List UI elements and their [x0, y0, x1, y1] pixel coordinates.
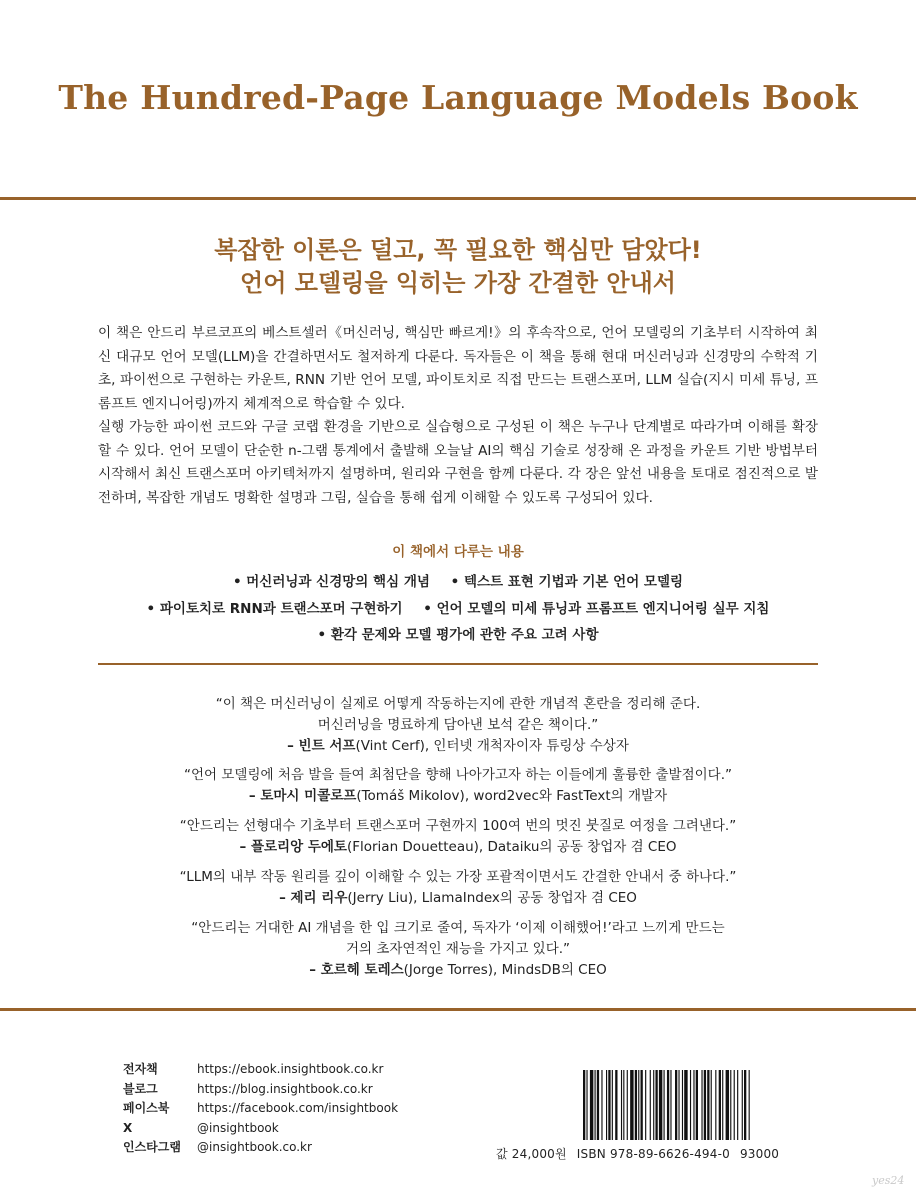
watermark-logo: yes24	[872, 1174, 905, 1187]
endorsement-5	[0, 918, 916, 981]
barcode-bar	[675, 1070, 677, 1140]
topic-item: • 파이토치로 RNN과 트랜스포머 구현하기	[146, 601, 403, 617]
barcode-bar	[711, 1070, 712, 1140]
barcode-bar	[722, 1070, 723, 1140]
barcode-bar	[670, 1070, 671, 1140]
endorser-detail: (Jerry Liu), LlamaIndex의 공동 창업자 겸 CEO	[347, 890, 637, 906]
link-label: 인스타그램	[123, 1140, 181, 1155]
link-label: 페이스북	[123, 1101, 170, 1116]
barcode-bar	[606, 1070, 607, 1140]
barcode-bar	[655, 1070, 657, 1140]
barcode-bar	[704, 1070, 706, 1140]
endorsement-1	[0, 694, 916, 757]
barcode-bar	[638, 1070, 639, 1140]
topic-item: • 환각 문제와 모델 평가에 관한 주요 고려 사항	[317, 627, 599, 643]
link-row-x	[123, 1119, 398, 1139]
publisher-links	[123, 1060, 398, 1158]
topics-heading: 이 책에서 다루는 내용	[392, 544, 524, 560]
link-value: https://facebook.com/insightbook	[197, 1101, 399, 1116]
quote-text: “이 책은 머신러닝이 실제로 어떻게 작동하는지에 관한 개념적 혼란을 정리해 준다.	[215, 696, 701, 712]
description-paragraph-1: 이 책은 안드리 부르코프의 베스트셀러《머신러닝, 핵심만 빠르게!》의 후속작으로, 언어 모델링의 기초부터 시작하여 최신 대규모 언어 모델(LLM)을 간결하면서도 철저하게 다룬다. 독자들은 이 책을 통해 현대 머신러닝과 신경망의 수학적 기초, 파이썬으로 구현하는 카운트, RNN 기반 언어 모델, 파이토치로 직접 만드는 트랜스포머, LLM 실습(지시 미세 튜닝, 프롬프트 엔지니어링)까지 체계적으로 학습할 수 있다.	[98, 325, 818, 412]
quote-text: 거의 초자연적인 재능을 가지고 있다.”	[345, 941, 571, 957]
link-label: 전자책	[123, 1062, 158, 1076]
quote-text: “안드리는 선형대수 기초부터 트랜스포머 구현까지 100여 번의 멋진 붓질로 여정을 그려낸다.”	[179, 818, 737, 834]
barcode-bar	[641, 1070, 643, 1140]
barcode-bar	[734, 1070, 735, 1140]
quote-attribution	[0, 888, 916, 909]
endorsement-3	[0, 816, 916, 858]
topic-item: • 언어 모델의 미세 튜닝과 프롬프트 엔지니어링 실무 지침	[423, 601, 770, 617]
bottom-divider	[0, 1008, 916, 1011]
quote-attribution	[0, 960, 916, 981]
barcode-bar	[650, 1070, 651, 1140]
link-row-facebook	[123, 1099, 398, 1119]
barcode-bar	[730, 1070, 731, 1140]
link-row-instagram	[123, 1138, 398, 1158]
barcode-bar	[645, 1070, 646, 1140]
endorser-detail: (Vint Cerf), 인터넷 개척자이자 튜링상 수상자	[355, 738, 629, 754]
topics-row-1	[0, 570, 916, 590]
isbn: ISBN 978-89-6626-494-0	[576, 1147, 730, 1161]
book-title: The Hundred-Page Language Models Book	[58, 78, 858, 117]
barcode-bar	[615, 1070, 617, 1140]
headline-line-2: 언어 모델링을 익히는 가장 간결한 안내서	[240, 269, 676, 297]
barcode-bar	[608, 1070, 610, 1140]
barcode-bar	[659, 1070, 662, 1140]
quote-attribution	[0, 837, 916, 858]
barcode-bar	[627, 1070, 628, 1140]
barcode-bar	[726, 1070, 729, 1140]
quote-text: “LLM의 내부 작동 원리를 깊이 이해할 수 있는 가장 포괄적이면서도 간결한 안내서 중 하나다.”	[179, 869, 737, 885]
barcode-bar	[595, 1070, 596, 1140]
quote-text: “언어 모델링에 처음 발을 들여 최첨단을 향해 나아가고자 하는 이들에게 훌륭한 출발점이다.”	[184, 767, 732, 783]
barcode-bar	[597, 1070, 599, 1140]
quote-attribution	[0, 736, 916, 757]
link-value: https://blog.insightbook.co.kr	[197, 1081, 373, 1096]
barcode-bar	[693, 1070, 694, 1140]
barcode-bar	[701, 1070, 702, 1140]
barcode-bar	[621, 1070, 622, 1140]
endorser-name: – 빈트 서프	[287, 738, 356, 754]
endorser-name: – 제리 리우	[279, 890, 348, 906]
description	[98, 322, 818, 510]
headline-line-1: 복잡한 이론은 덜고, 꼭 필요한 핵심만 담았다!	[214, 236, 702, 264]
barcode-bar	[690, 1070, 691, 1140]
barcode-bar	[684, 1070, 687, 1140]
barcode-bar	[583, 1070, 585, 1140]
barcode-bar	[601, 1070, 602, 1140]
barcode-bar	[737, 1070, 738, 1140]
link-label: X	[123, 1120, 133, 1135]
barcode-bar	[590, 1070, 593, 1140]
price: 값 24,000원	[496, 1147, 567, 1161]
barcode-bar	[635, 1070, 637, 1140]
endorser-name: – 호르헤 토레스	[309, 962, 404, 978]
endorser-name: – 토마시 미콜로프	[248, 788, 357, 804]
barcode-bar	[696, 1070, 698, 1140]
link-value: @insightbook.co.kr	[197, 1140, 312, 1155]
description-paragraph-2: 실행 가능한 파이썬 코드와 구글 코랩 환경을 기반으로 실습형으로 구성된 이 책은 누구나 단계별로 따라가며 이해를 확장할 수 있다. 언어 모델이 단순한 n-그램 통계에서 출발해 오늘날 AI의 핵심 기술로 성장해 온 과정을 카운트 기반 방법부터 시작해서 최신 트랜스포머 아키텍처까지 설명하며, 원리와 구현을 함께 다룬다. 각 장은 앞선 내용을 토대로 점진적으로 발전하며, 복잡한 개념도 명확한 설명과 그림, 실습을 통해 쉽게 이해할 수 있도록 구성되어 있다.	[98, 419, 818, 506]
barcode-bar	[707, 1070, 709, 1140]
endorser-detail: (Tomáš Mikolov), word2vec와 FastText의 개발자	[356, 788, 668, 804]
barcode-bar	[667, 1070, 669, 1140]
endorser-name: – 플로리앙 두에토	[239, 839, 347, 855]
barcode-icon	[583, 1070, 796, 1140]
quote-text: 머신러닝을 명료하게 담아낸 보석 같은 책이다.”	[317, 717, 599, 733]
link-label: 블로그	[123, 1081, 158, 1096]
link-row-blog	[123, 1080, 398, 1100]
middle-divider	[98, 663, 818, 665]
barcode-bar	[744, 1070, 746, 1140]
topics-row-2	[0, 597, 916, 617]
link-row-ebook	[123, 1060, 398, 1080]
add-on-code: 93000	[739, 1147, 780, 1161]
link-value: @insightbook	[197, 1120, 279, 1135]
topics-row-3	[0, 623, 916, 643]
barcode-bar	[586, 1070, 587, 1140]
quote-text: “안드리는 거대한 AI 개념을 한 입 크기로 줄여, 독자가 ‘이제 이해했어!’라고 느끼게 만드는	[191, 920, 725, 936]
endorsement-2	[0, 765, 916, 807]
barcode-bar	[630, 1070, 633, 1140]
barcode-bar	[678, 1070, 679, 1140]
barcode-bar	[664, 1070, 665, 1140]
endorsement-4	[0, 867, 916, 909]
endorser-detail: (Jorge Torres), MindsDB의 CEO	[403, 962, 607, 978]
barcode-bar	[612, 1070, 613, 1140]
barcode-bar	[682, 1070, 683, 1140]
barcode-bar	[715, 1070, 716, 1140]
endorser-detail: (Florian Douetteau), Dataiku의 공동 창업자 겸 CEO	[346, 839, 677, 855]
barcode-bar	[749, 1070, 750, 1140]
barcode-bar	[719, 1070, 721, 1140]
quote-attribution	[0, 786, 916, 807]
barcode-bar	[742, 1070, 743, 1140]
topic-item: • 텍스트 표현 기법과 기본 언어 모델링	[450, 574, 684, 590]
price-isbn-line	[496, 1145, 779, 1162]
barcode-bar	[623, 1070, 624, 1140]
barcode-bar	[653, 1070, 654, 1140]
topic-item: • 머신러닝과 신경망의 핵심 개념	[232, 574, 430, 590]
top-divider	[0, 197, 916, 200]
link-value: https://ebook.insightbook.co.kr	[197, 1062, 384, 1076]
